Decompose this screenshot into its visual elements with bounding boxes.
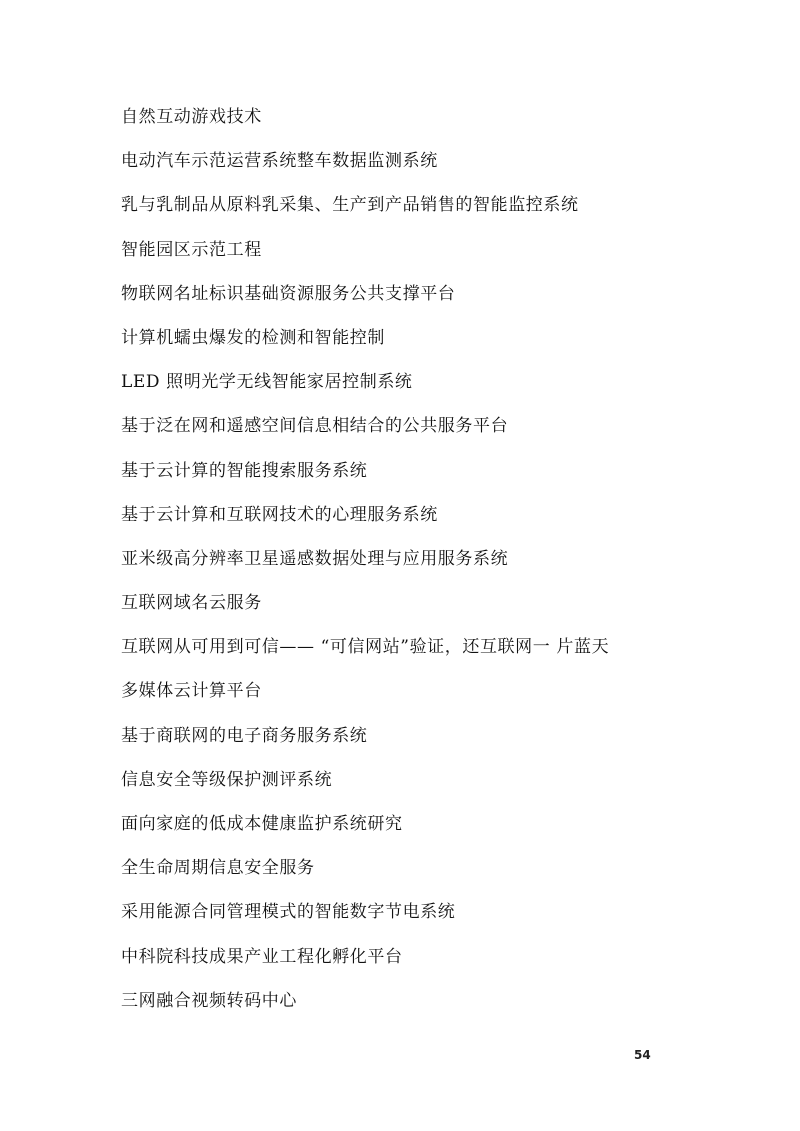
list-item: 电动汽车示范运营系统整车数据监测系统	[121, 151, 438, 172]
project-list	[121, 103, 741, 1031]
list-item: 智能园区示范工程	[121, 239, 262, 260]
list-item: 面向家庭的低成本健康监护系统研究	[121, 814, 403, 834]
list-item: 自然互动游戏技术	[121, 107, 262, 127]
list-item: 信息安全等级保护测评系统	[121, 769, 333, 790]
list-item: 乳与乳制品从原料乳采集、生产到产品销售的智能监控系统	[121, 195, 579, 216]
list-item: LED 照明光学无线智能家居控制系统	[121, 372, 413, 393]
list-item: 互联网从可用到可信—— “可信网站”验证，还互联网一 片蓝天	[121, 637, 610, 658]
list-item: 三网融合视频转码中心	[121, 990, 297, 1011]
list-item: 物联网名址标识基础资源服务公共支撑平台	[121, 283, 456, 304]
list-item: 基于商联网的电子商务服务系统	[121, 725, 368, 746]
list-item: 亚米级高分辨率卫星遥感数据处理与应用服务系统	[121, 548, 509, 569]
list-item: 计算机蠕虫爆发的检测和智能控制	[121, 327, 385, 348]
list-item: 基于云计算的智能搜索服务系统	[121, 460, 368, 481]
list-item: 基于泛在网和遥感空间信息相结合的公共服务平台	[121, 416, 509, 437]
list-item: 互联网域名云服务	[121, 593, 262, 614]
list-item: 多媒体云计算平台	[121, 681, 262, 702]
list-item: 中科院科技成果产业工程化孵化平台	[121, 946, 403, 967]
page-number: 54	[634, 1048, 651, 1062]
list-item: 基于云计算和互联网技术的心理服务系统	[121, 504, 438, 525]
list-item: 采用能源合同管理模式的智能数字节电系统	[121, 902, 456, 923]
list-item: 全生命周期信息安全服务	[121, 858, 315, 879]
